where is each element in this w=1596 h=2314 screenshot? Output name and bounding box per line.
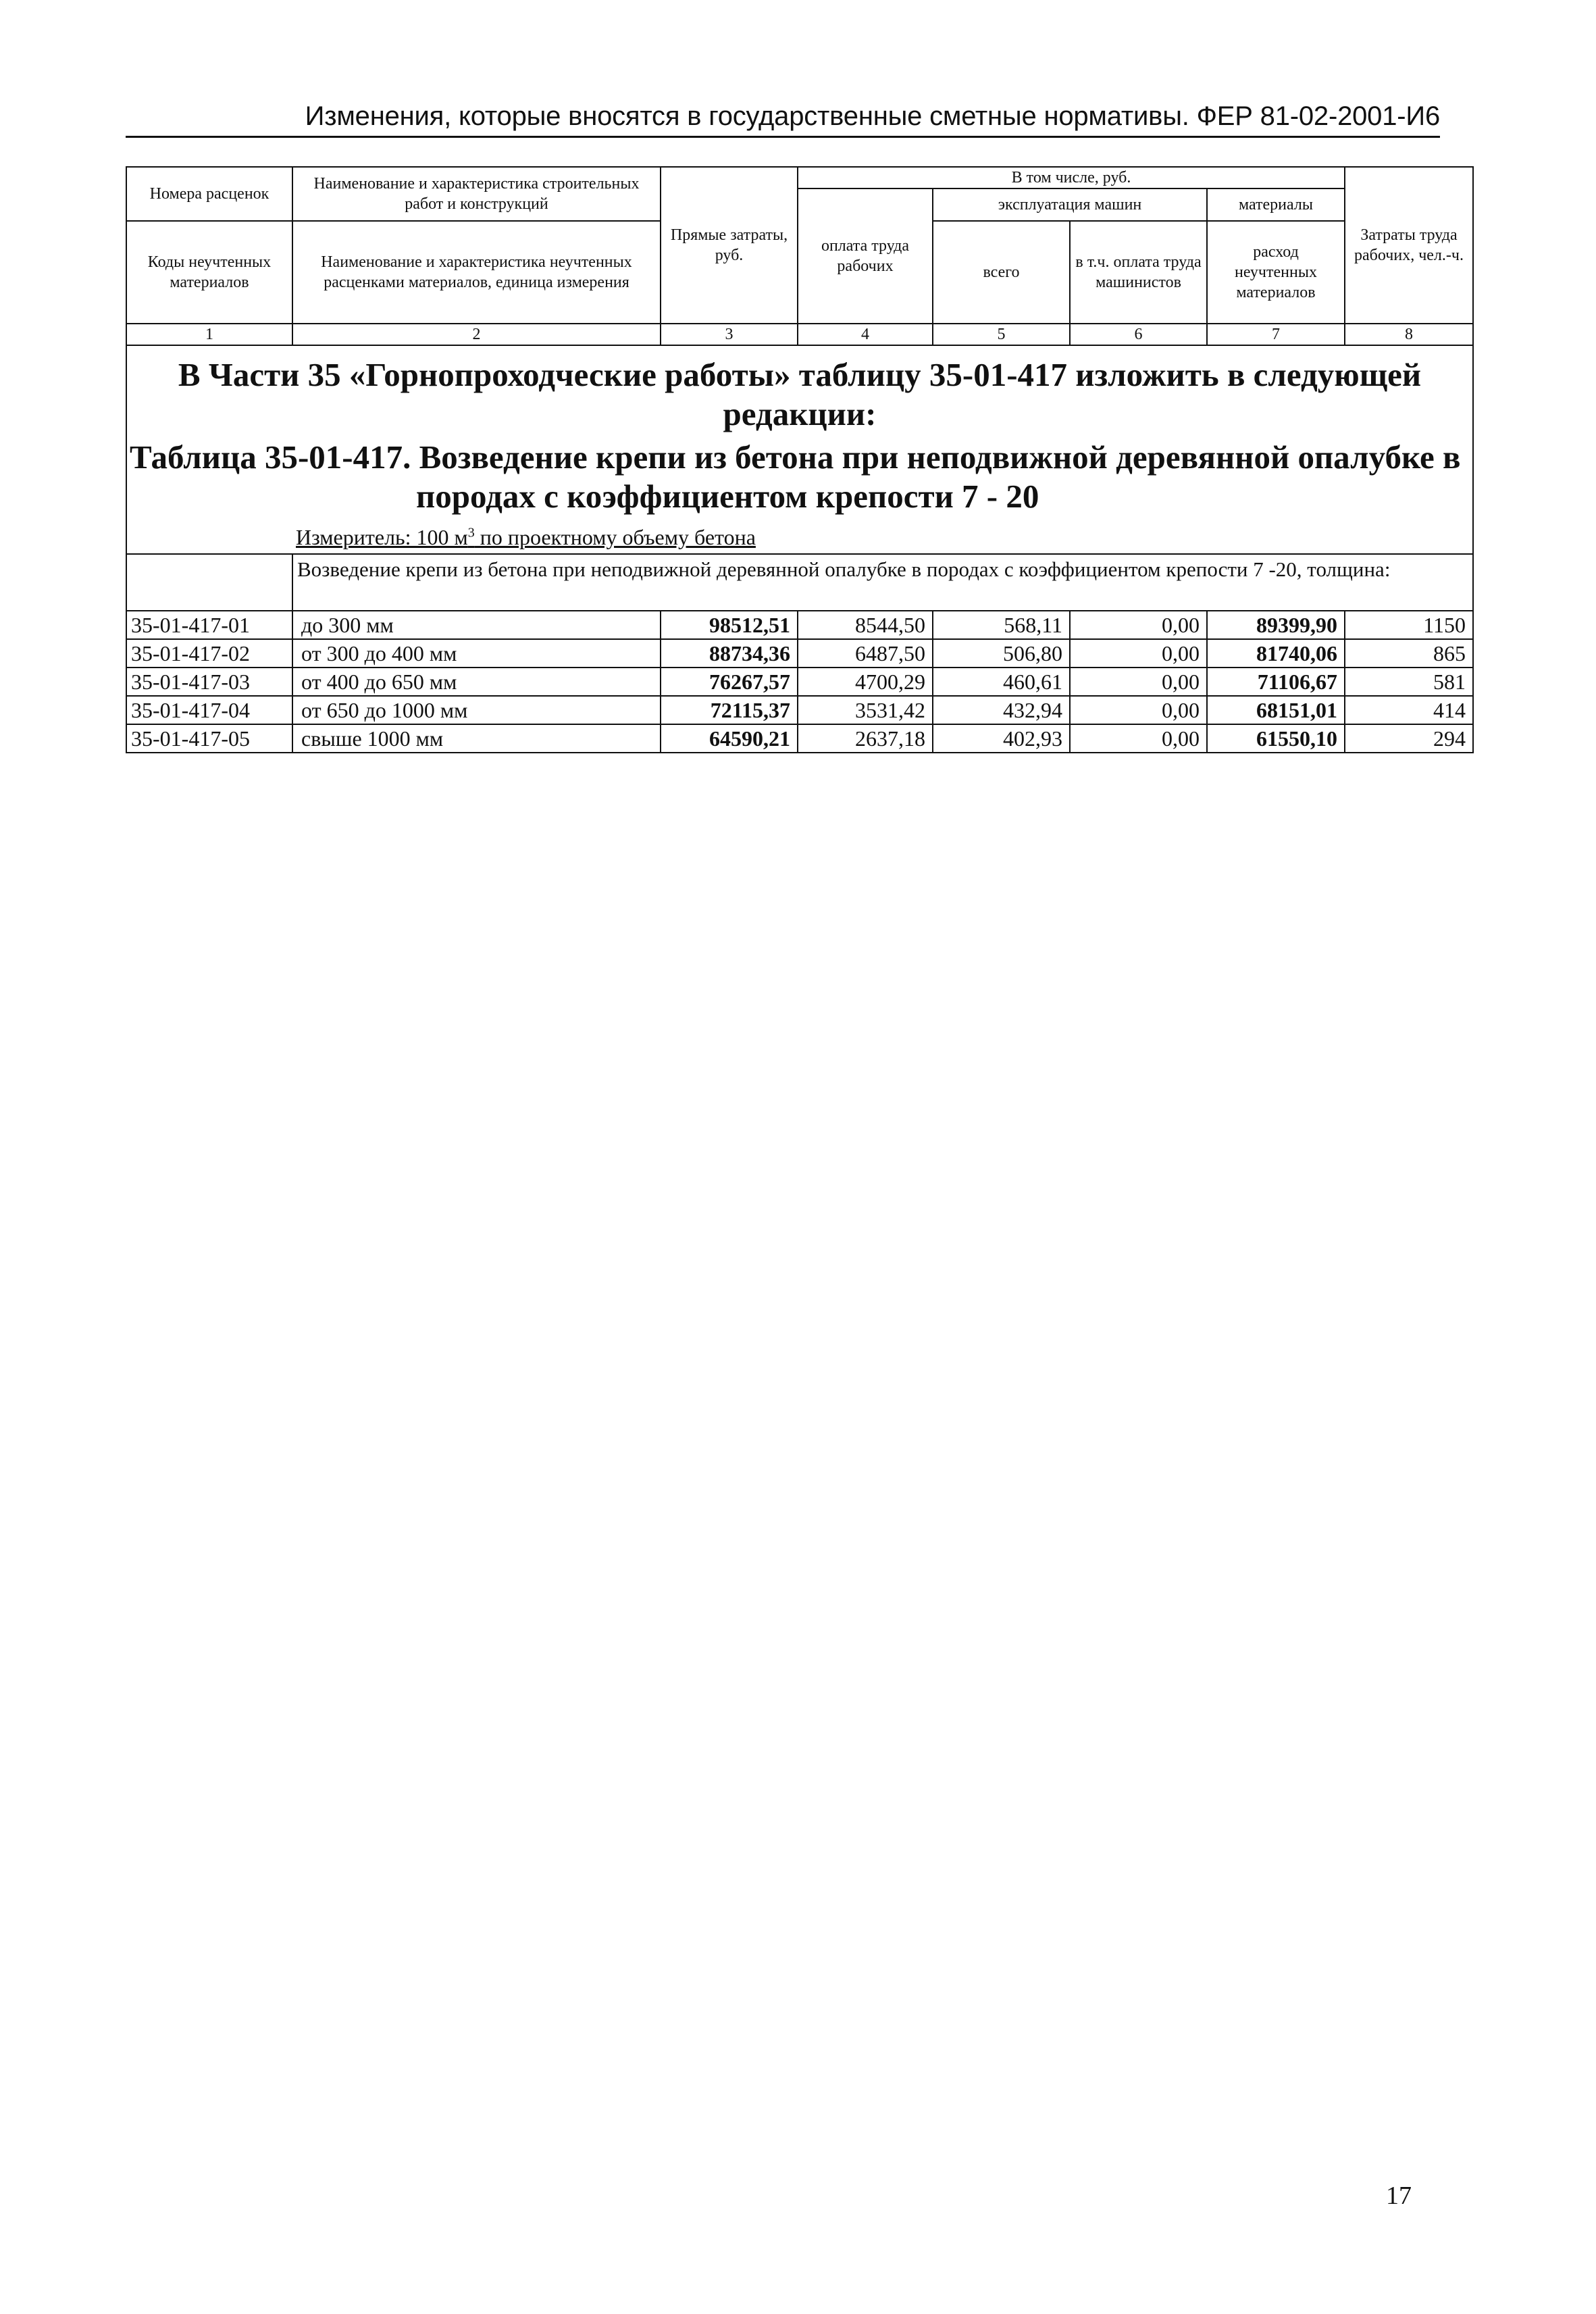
- machines-total: 506,80: [933, 639, 1070, 668]
- col-index: 5: [933, 324, 1070, 345]
- page-number: 17: [1386, 2182, 1412, 2210]
- labor-hours: 581: [1345, 668, 1473, 696]
- machines-total: 460,61: [933, 668, 1070, 696]
- materials: 71106,67: [1207, 668, 1345, 696]
- col-header-machine-operation: эксплуатация машин: [933, 188, 1207, 221]
- col-index: 1: [126, 324, 292, 345]
- machinist-pay: 0,00: [1070, 611, 1207, 639]
- machines-total: 432,94: [933, 696, 1070, 724]
- meter-sup: 3: [467, 525, 475, 540]
- direct-costs: 64590,21: [661, 724, 798, 753]
- worker-pay: 8544,50: [798, 611, 933, 639]
- labor-hours: 865: [1345, 639, 1473, 668]
- materials: 89399,90: [1207, 611, 1345, 639]
- table-title-line-1: Таблица 35-01-417. Возведение крепи из бетона при неподвижной деревянной опалубке в: [130, 438, 1461, 476]
- table-row: [126, 668, 1473, 696]
- col-index: 4: [798, 324, 933, 345]
- meter-prefix: Измеритель: 100 м: [296, 524, 468, 549]
- direct-costs: 88734,36: [661, 639, 798, 668]
- col-header-including-group: В том числе, руб.: [798, 167, 1345, 188]
- col-header-machinist-pay: в т.ч. оплата труда машинистов: [1070, 221, 1207, 324]
- table-row: [126, 639, 1473, 668]
- machinist-pay: 0,00: [1070, 724, 1207, 753]
- direct-costs: 76267,57: [661, 668, 798, 696]
- materials: 81740,06: [1207, 639, 1345, 668]
- rate-code: 35-01-417-04: [126, 696, 292, 724]
- thickness: до 300 мм: [292, 611, 661, 639]
- rate-code: 35-01-417-01: [126, 611, 292, 639]
- col-header-machines-total: всего: [933, 221, 1070, 324]
- machines-total: 402,93: [933, 724, 1070, 753]
- col-header-rate-numbers: Номера расценок: [126, 167, 292, 221]
- thickness: от 400 до 650 мм: [292, 668, 661, 696]
- col-header-works-name: Наименование и характеристика строительных работ и конструкций: [292, 167, 661, 221]
- col-header-materials: материалы: [1207, 188, 1345, 221]
- worker-pay: 2637,18: [798, 724, 933, 753]
- table-row: [126, 611, 1473, 639]
- running-header: Изменения, которые вносятся в государственные сметные нормативы. ФЕР 81-02-2001-И6: [126, 101, 1440, 138]
- unit-of-measure: [127, 516, 1472, 553]
- rates-table: [126, 166, 1474, 753]
- labor-hours: 294: [1345, 724, 1473, 753]
- labor-hours: 1150: [1345, 611, 1473, 639]
- meter-suffix: по проектному объему бетона: [474, 524, 756, 549]
- table-title-line-2: породах с коэффициентом крепости 7 - 20: [416, 478, 1039, 515]
- col-index: 8: [1345, 324, 1473, 345]
- col-header-materials-consumption: расход неучтенных материалов: [1207, 221, 1345, 324]
- direct-costs: 98512,51: [661, 611, 798, 639]
- col-header-material-codes: Коды неучтенных материалов: [126, 221, 292, 324]
- machinist-pay: 0,00: [1070, 696, 1207, 724]
- machines-total: 568,11: [933, 611, 1070, 639]
- table-row: [126, 724, 1473, 753]
- worker-pay: 4700,29: [798, 668, 933, 696]
- worker-pay: 3531,42: [798, 696, 933, 724]
- notice-block: [126, 345, 1473, 554]
- amendment-notice: В Части 35 «Горнопроходческие работы» таблицу 35-01-417 изложить в следующей редакции:: [178, 356, 1422, 432]
- machinist-pay: 0,00: [1070, 668, 1207, 696]
- worker-pay: 6487,50: [798, 639, 933, 668]
- thickness: от 300 до 400 мм: [292, 639, 661, 668]
- machinist-pay: 0,00: [1070, 639, 1207, 668]
- direct-costs: 72115,37: [661, 696, 798, 724]
- desc-code-cell: [126, 554, 292, 611]
- col-index: 7: [1207, 324, 1345, 345]
- table-row: [126, 696, 1473, 724]
- thickness: от 650 до 1000 мм: [292, 696, 661, 724]
- col-header-materials-name: Наименование и характеристика неучтенных расценками материалов, единица измерения: [292, 221, 661, 324]
- rate-code: 35-01-417-05: [126, 724, 292, 753]
- labor-hours: 414: [1345, 696, 1473, 724]
- col-index: 6: [1070, 324, 1207, 345]
- col-header-direct-costs: Прямые затраты, руб.: [661, 167, 798, 324]
- table-title: [127, 434, 1472, 516]
- col-header-worker-pay: оплата труда рабочих: [798, 188, 933, 324]
- materials: 68151,01: [1207, 696, 1345, 724]
- rate-code: 35-01-417-02: [126, 639, 292, 668]
- column-index-row: [126, 324, 1473, 345]
- col-header-labor-costs: Затраты труда рабочих, чел.-ч.: [1345, 167, 1473, 324]
- materials: 61550,10: [1207, 724, 1345, 753]
- col-index: 3: [661, 324, 798, 345]
- thickness: свыше 1000 мм: [292, 724, 661, 753]
- work-description: Возведение крепи из бетона при неподвижной деревянной опалубке в породах с коэффициентом крепости 7 -20, толщина:: [292, 554, 1473, 611]
- rate-code: 35-01-417-03: [126, 668, 292, 696]
- col-index: 2: [292, 324, 661, 345]
